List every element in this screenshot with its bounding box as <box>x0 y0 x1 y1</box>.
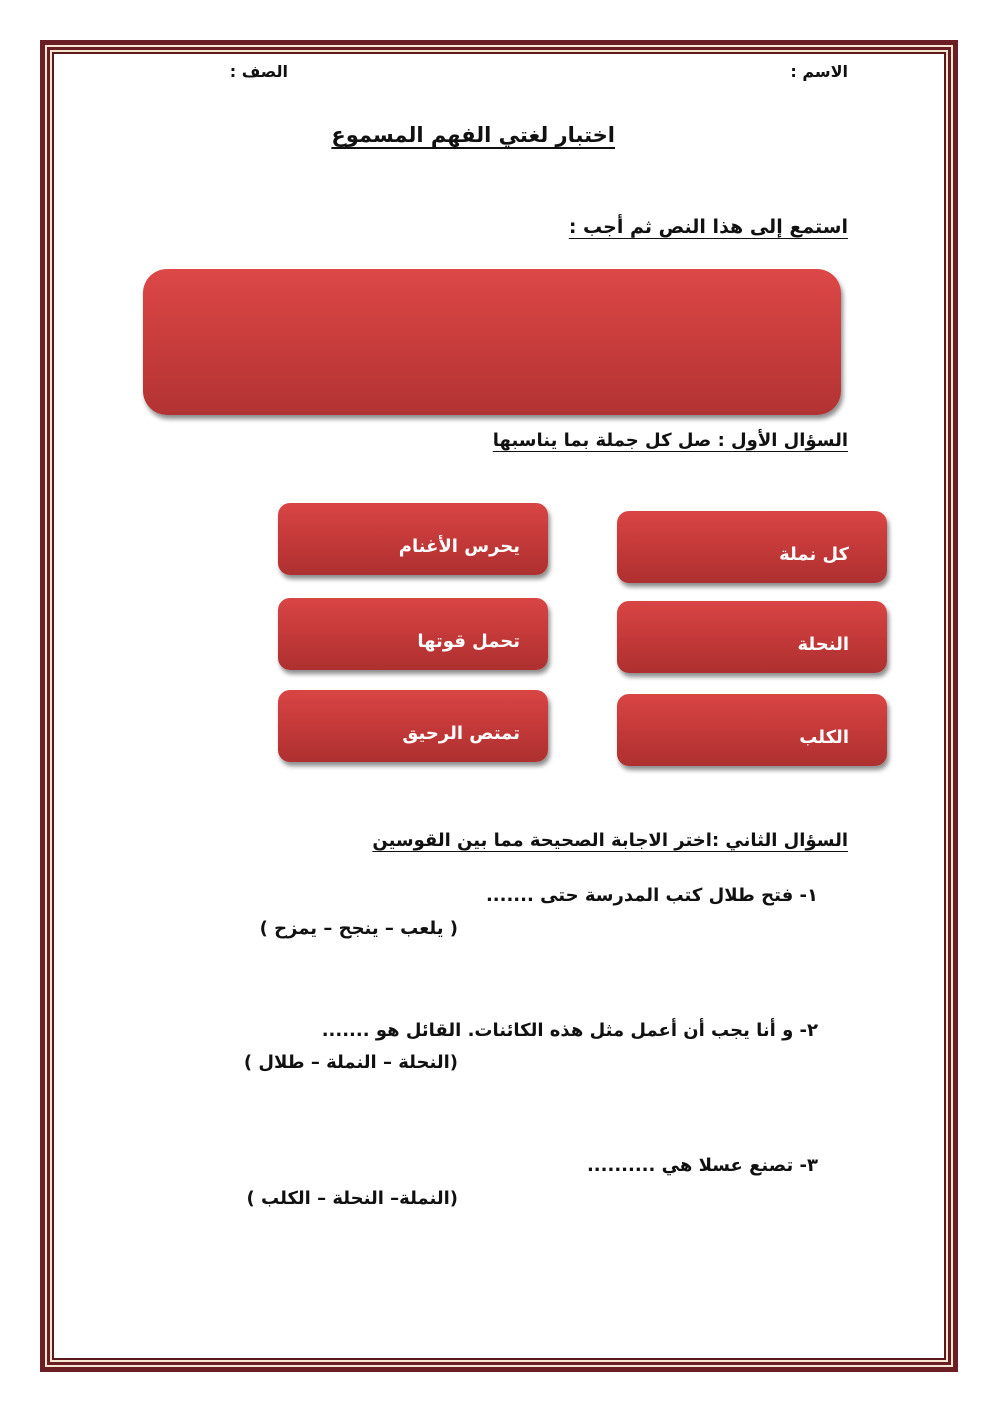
question2-title: السؤال الثاني :اختر الاجابة الصحيحة مما بين القوسين <box>372 830 848 851</box>
item-label: يحرس الأغنام <box>398 536 520 557</box>
question2-item-3: ٣- تصنع عسلا هي .......... <box>586 1155 818 1176</box>
question2-item-1: ١- فتح طلال كتب المدرسة حتى ....... <box>485 885 818 906</box>
page-title: اختبار لغتي الفهم المسموع <box>331 123 615 147</box>
audio-box[interactable] <box>143 269 841 415</box>
item-label: كل نملة <box>779 544 849 565</box>
item-label: تمتص الرحيق <box>402 723 520 744</box>
match-right-item[interactable] <box>617 601 887 673</box>
question2-options-1[interactable]: ( يلعب – ينجح – يمزح ) <box>259 918 458 939</box>
match-left-item[interactable] <box>278 690 548 762</box>
item-label: تحمل قوتها <box>417 631 520 652</box>
item-label: الكلب <box>799 727 849 748</box>
question2-options-2[interactable]: (النحلة – النملة – طلال ) <box>243 1052 458 1073</box>
name-label: الاسم : <box>790 62 848 81</box>
match-right-item[interactable] <box>617 511 887 583</box>
instruction: استمع إلى هذا النص ثم أجب : <box>568 216 848 238</box>
item-label: النحلة <box>797 634 849 655</box>
question2-item-2: ٢- و أنا يجب أن أعمل مثل هذه الكائنات. القائل هو ....... <box>321 1020 818 1041</box>
match-right-item[interactable] <box>617 694 887 766</box>
question2-options-3[interactable]: (النملة– النحلة – الكلب ) <box>246 1188 458 1209</box>
question1-title: السؤال الأول : صل كل جملة بما يناسبها <box>492 430 848 451</box>
match-left-item[interactable] <box>278 503 548 575</box>
match-left-item[interactable] <box>278 598 548 670</box>
class-label: الصف : <box>229 62 288 81</box>
